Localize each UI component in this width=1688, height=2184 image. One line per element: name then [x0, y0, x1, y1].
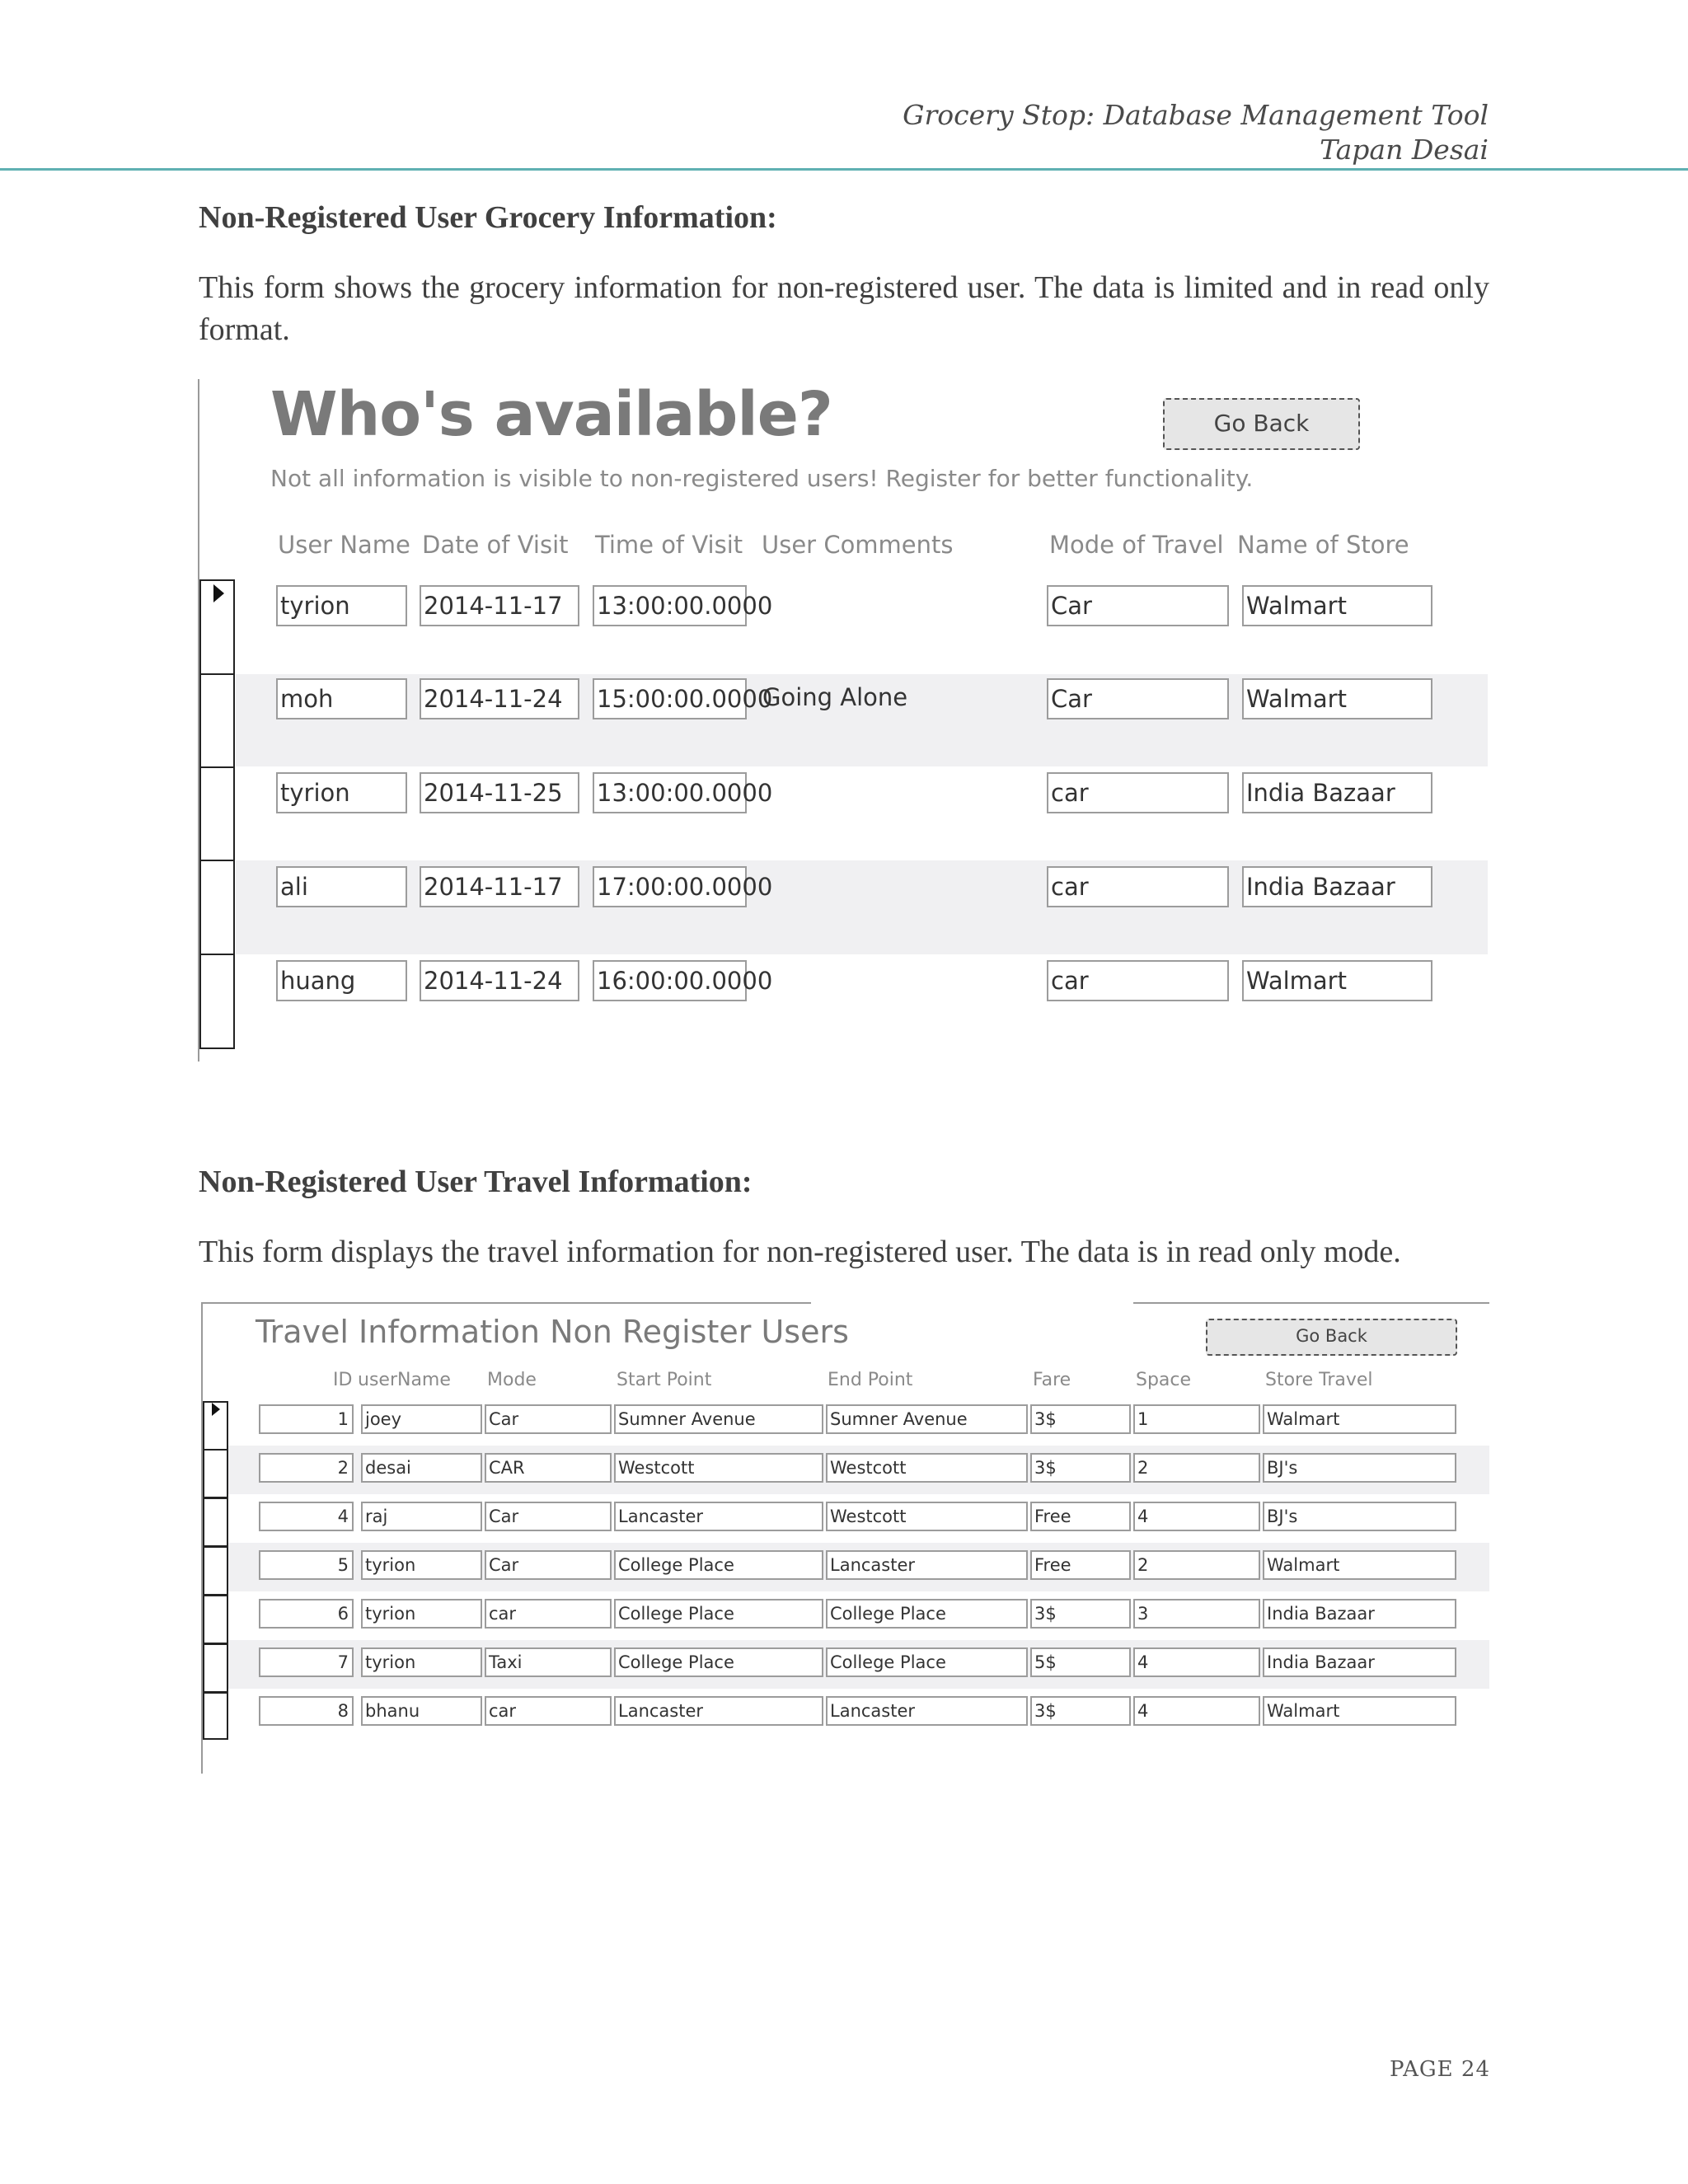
store-travel-field[interactable]: BJ's: [1263, 1502, 1456, 1531]
id-field[interactable]: 8: [259, 1696, 354, 1726]
column-header-user-comments: User Comments: [762, 531, 954, 559]
section-grocery-description: This form shows the grocery information for non-registered user. The data is limited and in read only format.: [199, 270, 1489, 347]
go-back-button[interactable]: Go Back: [1206, 1319, 1457, 1356]
mode-field[interactable]: CAR: [485, 1453, 612, 1483]
record-selector[interactable]: [199, 766, 235, 861]
record-selector[interactable]: [199, 673, 235, 768]
id-field[interactable]: 5: [259, 1550, 354, 1580]
go-back-button[interactable]: Go Back: [1163, 398, 1360, 450]
time-of-visit-field[interactable]: 13:00:00.0000: [593, 585, 747, 626]
mode-field[interactable]: car: [485, 1696, 612, 1726]
record-selector[interactable]: [203, 1595, 228, 1644]
space-field[interactable]: 4: [1133, 1696, 1260, 1726]
section-grocery-title: Non-Registered User Grocery Information:: [199, 200, 777, 235]
mode-field[interactable]: Car: [485, 1502, 612, 1531]
username-field[interactable]: bhanu: [361, 1696, 482, 1726]
end-point-field[interactable]: Westcott: [826, 1502, 1028, 1531]
column-header-id: ID: [333, 1370, 353, 1390]
fare-field[interactable]: 5$: [1030, 1647, 1131, 1677]
fare-field[interactable]: Free: [1030, 1502, 1131, 1531]
column-header-store-travel: Store Travel: [1265, 1370, 1373, 1390]
record-selector[interactable]: [199, 954, 235, 1049]
start-point-field[interactable]: Sumner Avenue: [614, 1404, 823, 1434]
time-of-visit-field[interactable]: 17:00:00.0000: [593, 866, 747, 907]
id-field[interactable]: 2: [259, 1453, 354, 1483]
form-frame-edge: [201, 1302, 811, 1304]
mode-field[interactable]: Car: [485, 1404, 612, 1434]
document-author: Tapan Desai: [1320, 134, 1489, 166]
store-travel-field[interactable]: India Bazaar: [1263, 1647, 1456, 1677]
start-point-field[interactable]: College Place: [614, 1550, 823, 1580]
form-frame-edge: [1133, 1302, 1489, 1304]
space-field[interactable]: 2: [1133, 1550, 1260, 1580]
username-field[interactable]: tyrion: [361, 1550, 482, 1580]
mode-of-travel-field[interactable]: car: [1047, 866, 1229, 907]
document-title: Grocery Stop: Database Management Tool: [903, 99, 1489, 131]
id-field[interactable]: 1: [259, 1404, 354, 1434]
store-travel-field[interactable]: BJ's: [1263, 1453, 1456, 1483]
fare-field[interactable]: 3$: [1030, 1404, 1131, 1434]
id-field[interactable]: 7: [259, 1647, 354, 1677]
date-of-visit-field[interactable]: 2014-11-24: [420, 960, 579, 1001]
start-point-field[interactable]: Lancaster: [614, 1502, 823, 1531]
start-point-field[interactable]: College Place: [614, 1599, 823, 1629]
end-point-field[interactable]: Sumner Avenue: [826, 1404, 1028, 1434]
form-title: Travel Information Non Register Users: [256, 1314, 849, 1350]
store-travel-field[interactable]: Walmart: [1263, 1550, 1456, 1580]
end-point-field[interactable]: Lancaster: [826, 1550, 1028, 1580]
store-travel-field[interactable]: Walmart: [1263, 1696, 1456, 1726]
end-point-field[interactable]: Lancaster: [826, 1696, 1028, 1726]
id-field[interactable]: 6: [259, 1599, 354, 1629]
section-travel-title: Non-Registered User Travel Information:: [199, 1165, 753, 1199]
fare-field[interactable]: 3$: [1030, 1696, 1131, 1726]
page-number: PAGE 24: [1390, 2057, 1490, 2082]
user-name-field[interactable]: tyrion: [276, 772, 407, 813]
mode-field[interactable]: Taxi: [485, 1647, 612, 1677]
column-header-fare: Fare: [1033, 1370, 1071, 1390]
time-of-visit-field[interactable]: 15:00:00.0000: [593, 678, 747, 719]
section-travel-description: This form displays the travel information for non-registered user. The data is in read only mode.: [199, 1235, 1401, 1269]
username-field[interactable]: joey: [361, 1404, 482, 1434]
column-header-name-of-store: Name of Store: [1237, 531, 1409, 559]
form-title: Who's available?: [270, 379, 832, 450]
date-of-visit-field[interactable]: 2014-11-24: [420, 678, 579, 719]
time-of-visit-field[interactable]: 13:00:00.0000: [593, 772, 747, 813]
end-point-field[interactable]: Westcott: [826, 1453, 1028, 1483]
username-field[interactable]: desai: [361, 1453, 482, 1483]
name-of-store-field[interactable]: Walmart: [1242, 678, 1432, 719]
start-point-field[interactable]: College Place: [614, 1647, 823, 1677]
name-of-store-field[interactable]: India Bazaar: [1242, 866, 1432, 907]
space-field[interactable]: 3: [1133, 1599, 1260, 1629]
mode-of-travel-field[interactable]: Car: [1047, 678, 1229, 719]
name-of-store-field[interactable]: Walmart: [1242, 585, 1432, 626]
mode-of-travel-field[interactable]: car: [1047, 772, 1229, 813]
username-field[interactable]: tyrion: [361, 1599, 482, 1629]
column-header-start-point: Start Point: [617, 1370, 712, 1390]
time-of-visit-field[interactable]: 16:00:00.0000: [593, 960, 747, 1001]
space-field[interactable]: 1: [1133, 1404, 1260, 1434]
date-of-visit-field[interactable]: 2014-11-25: [420, 772, 579, 813]
store-travel-field[interactable]: Walmart: [1263, 1404, 1456, 1434]
fare-field[interactable]: 3$: [1030, 1599, 1131, 1629]
start-point-field[interactable]: Westcott: [614, 1453, 823, 1483]
name-of-store-field[interactable]: Walmart: [1242, 960, 1432, 1001]
record-selector[interactable]: [203, 1643, 228, 1693]
space-field[interactable]: 4: [1133, 1647, 1260, 1677]
record-selector[interactable]: [203, 1497, 228, 1547]
form-subtitle: Not all information is visible to non-registered users! Register for better functionality.: [270, 465, 1254, 492]
header-divider: [0, 168, 1688, 171]
mode-of-travel-field[interactable]: car: [1047, 960, 1229, 1001]
column-header-user-name: User Name: [278, 531, 410, 559]
end-point-field[interactable]: College Place: [826, 1647, 1028, 1677]
username-field[interactable]: tyrion: [361, 1647, 482, 1677]
space-field[interactable]: 4: [1133, 1502, 1260, 1531]
mode-of-travel-field[interactable]: Car: [1047, 585, 1229, 626]
column-header-space: Space: [1136, 1370, 1192, 1390]
column-header-date-of-visit: Date of Visit: [422, 531, 569, 559]
column-header-mode: Mode: [487, 1370, 537, 1390]
user-name-field[interactable]: moh: [276, 678, 407, 719]
id-field[interactable]: 4: [259, 1502, 354, 1531]
user-name-field[interactable]: ali: [276, 866, 407, 907]
username-field[interactable]: raj: [361, 1502, 482, 1531]
user-comments-field[interactable]: Going Alone: [762, 683, 908, 711]
current-record-arrow-icon: [213, 584, 224, 602]
mode-field[interactable]: car: [485, 1599, 612, 1629]
record-selector[interactable]: [203, 1546, 228, 1596]
record-selector[interactable]: [203, 1692, 228, 1740]
column-header-end-point: End Point: [828, 1370, 913, 1390]
column-header-mode-of-travel: Mode of Travel: [1049, 531, 1224, 559]
user-name-field[interactable]: huang: [276, 960, 407, 1001]
column-header-time-of-visit: Time of Visit: [595, 531, 743, 559]
fare-field[interactable]: 3$: [1030, 1453, 1131, 1483]
end-point-field[interactable]: College Place: [826, 1599, 1028, 1629]
current-record-arrow-icon: [212, 1403, 220, 1416]
store-travel-field[interactable]: India Bazaar: [1263, 1599, 1456, 1629]
fare-field[interactable]: Free: [1030, 1550, 1131, 1580]
name-of-store-field[interactable]: India Bazaar: [1242, 772, 1432, 813]
mode-field[interactable]: Car: [485, 1550, 612, 1580]
start-point-field[interactable]: Lancaster: [614, 1696, 823, 1726]
record-selector[interactable]: [199, 860, 235, 955]
space-field[interactable]: 2: [1133, 1453, 1260, 1483]
column-header-username: userName: [358, 1370, 451, 1390]
record-selector[interactable]: [203, 1449, 228, 1498]
date-of-visit-field[interactable]: 2014-11-17: [420, 585, 579, 626]
user-name-field[interactable]: tyrion: [276, 585, 407, 626]
date-of-visit-field[interactable]: 2014-11-17: [420, 866, 579, 907]
